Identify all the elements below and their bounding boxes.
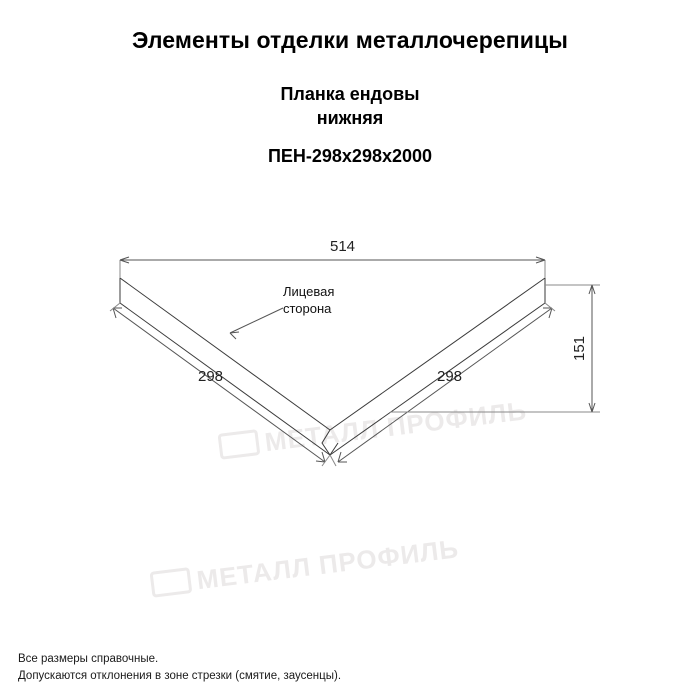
product-code: ПЕН-298х298х2000 (267, 146, 433, 166)
page-title: Элементы отделки металлочерепицы (131, 27, 568, 53)
profile-right-outer-edge (330, 278, 545, 430)
footnotes (18, 651, 678, 685)
leader-arrow-face (230, 332, 239, 339)
face-side-label-line1: Лицевая (283, 284, 335, 299)
dim-label-top-width: 514 (330, 238, 356, 255)
dim-label-left-side: 298 (198, 368, 224, 385)
face-side-label (283, 283, 334, 317)
dim-ext-right-a (330, 455, 336, 466)
dim-line-left (113, 308, 325, 462)
dim-label-height: 151 (571, 335, 589, 362)
dim-line-right (338, 308, 552, 462)
product-name (0, 82, 700, 130)
profile-valley-bend (322, 430, 330, 455)
footnote-line-2: Допускаются отклонения в зоне стрезки (смятие, заусенцы). (18, 670, 342, 682)
leader-line-face (230, 308, 283, 333)
profile-left-inner-edge (120, 303, 330, 455)
watermark-bottom (149, 531, 460, 602)
watermark-logo-icon (150, 567, 193, 598)
footnote-line-1: Все размеры справочные. (18, 653, 159, 665)
product-name-line2: нижняя (316, 108, 384, 128)
profile-valley-bend-inner (330, 443, 338, 455)
dim-label-right-side: 298 (437, 368, 463, 385)
technical-drawing (0, 190, 700, 596)
watermark-text: МЕТАЛЛ ПРОФИЛЬ (263, 395, 529, 458)
product-name-line1: Планка ендовы (280, 84, 420, 104)
face-side-label-line2: сторона (283, 301, 332, 316)
title-block (0, 26, 700, 168)
watermark-text: МЕТАЛЛ ПРОФИЛЬ (195, 533, 461, 596)
